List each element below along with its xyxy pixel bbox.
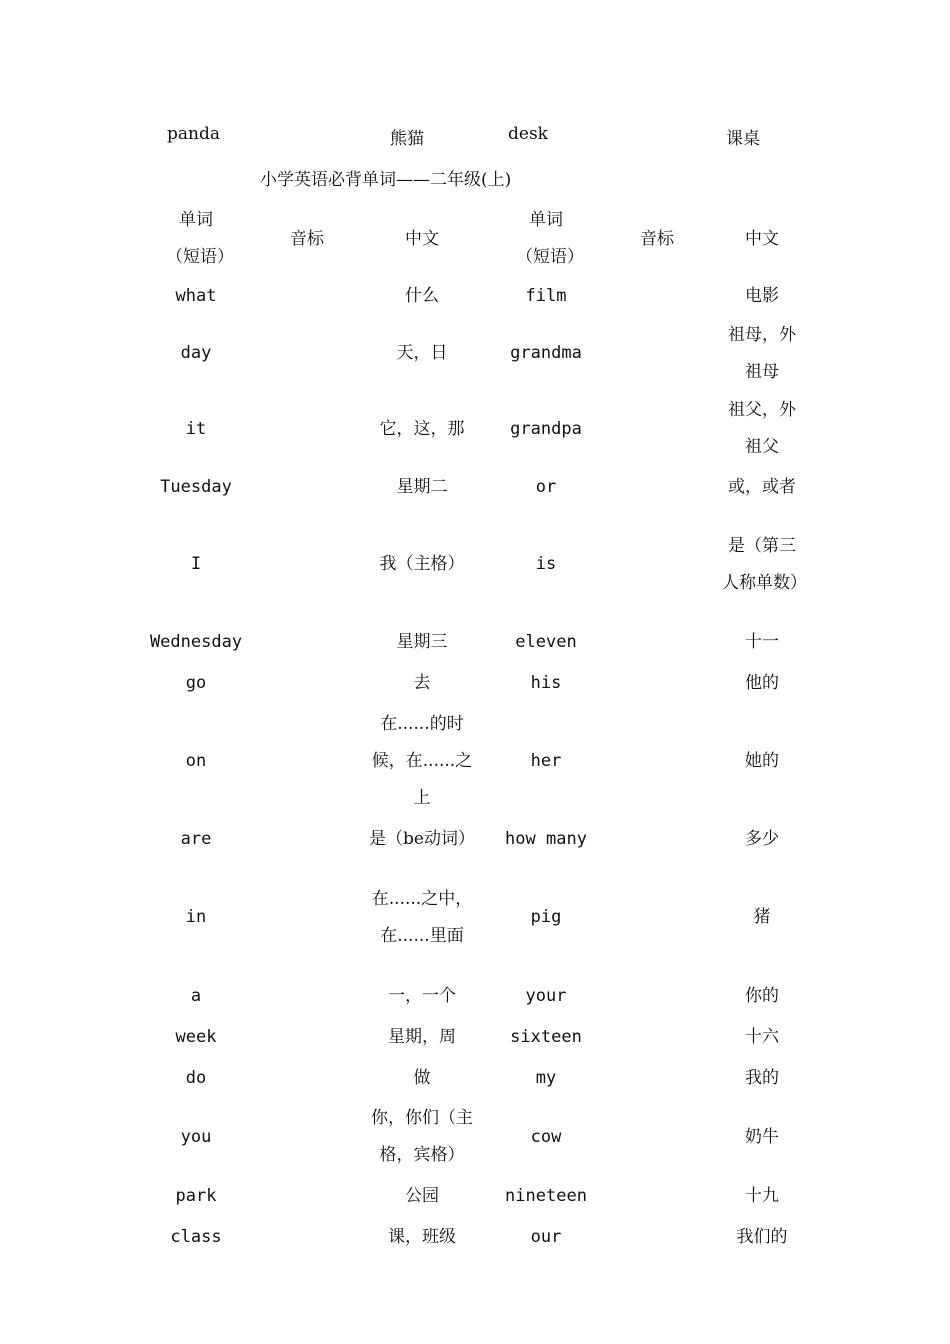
word-cell-text: on xyxy=(185,751,207,771)
chinese-cell-2-text: 祖母，外祖母 xyxy=(728,324,796,382)
chinese-cell xyxy=(362,622,482,662)
word-cell xyxy=(140,507,252,622)
table-header-row xyxy=(140,202,820,276)
chinese-cell-text: 星期，周 xyxy=(388,1026,456,1047)
chinese-cell-2-text: 祖父，外祖父 xyxy=(728,400,796,457)
header-chinese-2: 中文 xyxy=(745,228,779,249)
table-row xyxy=(140,1058,820,1098)
word-cell-2 xyxy=(482,819,610,859)
table-row xyxy=(140,819,820,859)
chinese-cell-2 xyxy=(704,859,820,976)
chinese-cell-2-text: 猪 xyxy=(753,907,771,927)
phonetic-cell xyxy=(252,976,362,1016)
phonetic-cell xyxy=(252,1098,362,1176)
phonetic-cell-2 xyxy=(610,859,704,976)
chinese-cell-2 xyxy=(704,1058,820,1098)
chinese-cell-2 xyxy=(704,704,820,819)
chinese-cell-2-text: 十九 xyxy=(745,1186,779,1206)
word-cell-2 xyxy=(482,1058,610,1098)
word-cell-2-text: grandpa xyxy=(510,418,582,439)
word-cell-2 xyxy=(482,1016,610,1058)
table-row xyxy=(140,704,820,819)
word-cell-2-text: my xyxy=(535,1067,557,1088)
word-cell xyxy=(140,1016,252,1058)
chinese-cell xyxy=(362,859,482,976)
word-cell-text: do xyxy=(185,1067,207,1088)
chinese-cell-2 xyxy=(704,1016,820,1058)
chinese-cell-2-text: 她的 xyxy=(745,751,779,771)
phonetic-cell xyxy=(252,622,362,662)
phonetic-cell xyxy=(252,276,362,316)
table-row xyxy=(140,662,820,704)
chinese-cell-2 xyxy=(704,316,820,391)
phonetic-cell xyxy=(252,704,362,819)
word-cell-text: week xyxy=(175,1026,217,1047)
word-cell-text: I xyxy=(190,554,202,574)
phonetic-cell xyxy=(252,1217,362,1257)
chinese-cell-2 xyxy=(704,1217,820,1257)
chinese-cell-text: 我（主格） xyxy=(379,554,465,574)
word-cell-2 xyxy=(482,507,610,622)
phonetic-cell xyxy=(252,1176,362,1217)
word-cell xyxy=(140,819,252,859)
word-cell-2 xyxy=(482,859,610,976)
chinese-cell-2 xyxy=(704,391,820,467)
phonetic-cell-2 xyxy=(610,1217,704,1257)
chinese-cell xyxy=(362,662,482,704)
chinese-cell-text: 是（be动词） xyxy=(369,828,475,849)
chinese-cell-2 xyxy=(704,1098,820,1176)
chinese-cell-2 xyxy=(704,1176,820,1217)
word-cell-text: day xyxy=(180,343,212,363)
chinese-cell xyxy=(362,507,482,622)
word-cell-2-text: grandma xyxy=(510,343,582,363)
word-cell-2-text: eleven xyxy=(515,631,577,652)
chinese-cell-text: 什么 xyxy=(405,285,439,306)
chinese-cell xyxy=(362,467,482,507)
word-cell-text: are xyxy=(180,828,212,849)
chinese-cell-text: 公园 xyxy=(405,1186,439,1206)
table-row xyxy=(140,467,820,507)
top-word-line xyxy=(0,124,950,152)
word-cell-2-text: her xyxy=(530,751,562,771)
header-chinese: 中文 xyxy=(405,228,439,249)
word-cell-text: what xyxy=(175,285,217,306)
page-title-text: 小学英语必背单词——二年级(上) xyxy=(260,170,512,190)
word-cell-2 xyxy=(482,276,610,316)
chinese-cell-2-text: 我的 xyxy=(745,1067,779,1088)
phonetic-cell-2 xyxy=(610,1098,704,1176)
chinese-cell-text: 天，日 xyxy=(396,343,448,363)
word-cell xyxy=(140,976,252,1016)
chinese-cell-2-text: 或，或者 xyxy=(728,476,796,497)
word-cell-text: a xyxy=(190,985,202,1006)
chinese-cell xyxy=(362,1058,482,1098)
header-word-2: 单词（短语） xyxy=(516,210,584,267)
chinese-cell-2 xyxy=(704,819,820,859)
phonetic-cell xyxy=(252,507,362,622)
chinese-cell-2 xyxy=(704,276,820,316)
vocab-table xyxy=(140,202,820,1257)
word-cell-2 xyxy=(482,662,610,704)
word-cell-2 xyxy=(482,1098,610,1176)
chinese-cell xyxy=(362,704,482,819)
word-cell xyxy=(140,704,252,819)
word-cell-2-text: your xyxy=(525,985,567,1006)
word-cell-2-text: how many xyxy=(505,828,587,849)
phonetic-cell xyxy=(252,391,362,467)
word-cell xyxy=(140,1058,252,1098)
word-cell-2-text: sixteen xyxy=(510,1026,582,1047)
chinese-cell-2-text: 奶牛 xyxy=(745,1126,779,1147)
chinese-cell-text: 你，你们（主格，宾格） xyxy=(371,1108,473,1165)
table-row xyxy=(140,1098,820,1176)
word-cell-2-text: film xyxy=(525,285,567,306)
word-cell-text: it xyxy=(185,418,207,439)
chinese-cell-2 xyxy=(704,662,820,704)
word-cell-2 xyxy=(482,391,610,467)
top-meaning-1: 熊猫 xyxy=(390,129,424,149)
word-cell xyxy=(140,859,252,976)
word-cell-2-text: our xyxy=(530,1226,562,1247)
chinese-cell-text: 在......的时候，在......之上 xyxy=(371,714,473,808)
chinese-cell-2-text: 他的 xyxy=(745,672,779,693)
chinese-cell-text: 做 xyxy=(413,1067,431,1088)
phonetic-cell xyxy=(252,1016,362,1058)
chinese-cell-text: 星期三 xyxy=(396,631,448,652)
chinese-cell-2-text: 电影 xyxy=(745,285,779,306)
word-cell-2-text: or xyxy=(535,476,557,497)
word-cell-2 xyxy=(482,1217,610,1257)
header-phonetic: 音标 xyxy=(290,228,324,249)
word-cell xyxy=(140,622,252,662)
chinese-cell xyxy=(362,819,482,859)
phonetic-cell-2 xyxy=(610,819,704,859)
word-cell-text: Wednesday xyxy=(149,631,243,652)
table-row xyxy=(140,859,820,976)
phonetic-cell xyxy=(252,859,362,976)
chinese-cell xyxy=(362,316,482,391)
chinese-cell xyxy=(362,1016,482,1058)
phonetic-cell-2 xyxy=(610,976,704,1016)
word-cell-2 xyxy=(482,976,610,1016)
table-row xyxy=(140,391,820,467)
phonetic-cell-2 xyxy=(610,662,704,704)
chinese-cell-2-text: 你的 xyxy=(745,985,779,1006)
phonetic-cell-2 xyxy=(610,704,704,819)
word-cell xyxy=(140,1098,252,1176)
word-cell-text: Tuesday xyxy=(160,476,232,497)
phonetic-cell-2 xyxy=(610,276,704,316)
word-cell-text: park xyxy=(175,1186,217,1206)
table-row xyxy=(140,976,820,1016)
phonetic-cell xyxy=(252,1058,362,1098)
chinese-cell xyxy=(362,1176,482,1217)
word-cell-text: you xyxy=(180,1126,212,1147)
table-row xyxy=(140,1217,820,1257)
chinese-cell-text: 在......之中，在......里面 xyxy=(371,888,473,946)
chinese-cell-2 xyxy=(704,467,820,507)
chinese-cell-text: 一，一个 xyxy=(388,985,456,1006)
chinese-cell-2 xyxy=(704,622,820,662)
word-cell-2 xyxy=(482,1176,610,1217)
chinese-cell-2-text: 是（第三人称单数） xyxy=(722,535,807,593)
word-cell-2 xyxy=(482,704,610,819)
phonetic-cell-2 xyxy=(610,316,704,391)
word-cell-text: class xyxy=(170,1226,222,1247)
chinese-cell xyxy=(362,276,482,316)
chinese-cell-2-text: 十一 xyxy=(745,631,779,652)
phonetic-cell-2 xyxy=(610,1058,704,1098)
phonetic-cell-2 xyxy=(610,391,704,467)
word-cell xyxy=(140,662,252,704)
phonetic-cell xyxy=(252,467,362,507)
table-row xyxy=(140,1016,820,1058)
word-cell-2-text: nineteen xyxy=(505,1186,587,1206)
chinese-cell-2-text: 多少 xyxy=(745,828,779,849)
phonetic-cell-2 xyxy=(610,1016,704,1058)
chinese-cell-2-text: 十六 xyxy=(745,1026,779,1047)
chinese-cell xyxy=(362,1098,482,1176)
word-cell-text: go xyxy=(185,672,207,693)
header-phonetic-2: 音标 xyxy=(640,228,674,249)
chinese-cell-text: 它，这，那 xyxy=(379,418,465,439)
word-cell-2 xyxy=(482,316,610,391)
word-cell xyxy=(140,391,252,467)
word-cell-2-text: pig xyxy=(530,907,562,927)
word-cell xyxy=(140,1217,252,1257)
phonetic-cell xyxy=(252,662,362,704)
chinese-cell xyxy=(362,1217,482,1257)
top-word-1: panda xyxy=(167,124,220,144)
word-cell xyxy=(140,1176,252,1217)
word-cell-2-text: is xyxy=(535,554,557,574)
word-cell-2 xyxy=(482,622,610,662)
table-row xyxy=(140,1176,820,1217)
top-meaning-2: 课桌 xyxy=(726,129,760,149)
phonetic-cell xyxy=(252,819,362,859)
word-cell xyxy=(140,316,252,391)
chinese-cell-2 xyxy=(704,976,820,1016)
word-cell xyxy=(140,467,252,507)
phonetic-cell-2 xyxy=(610,467,704,507)
table-row xyxy=(140,622,820,662)
chinese-cell xyxy=(362,976,482,1016)
chinese-cell-text: 星期二 xyxy=(396,476,448,497)
chinese-cell-text: 课，班级 xyxy=(388,1226,456,1247)
chinese-cell-text: 去 xyxy=(413,672,431,693)
top-word-2: desk xyxy=(508,124,548,144)
table-row xyxy=(140,507,820,622)
table-row xyxy=(140,276,820,316)
phonetic-cell-2 xyxy=(610,507,704,622)
word-cell-2 xyxy=(482,467,610,507)
chinese-cell-2-text: 我们的 xyxy=(736,1226,788,1247)
word-cell-2-text: cow xyxy=(530,1126,562,1147)
word-cell-text: in xyxy=(185,907,207,927)
phonetic-cell xyxy=(252,316,362,391)
phonetic-cell-2 xyxy=(610,622,704,662)
table-row xyxy=(140,316,820,391)
chinese-cell xyxy=(362,391,482,467)
chinese-cell-2 xyxy=(704,507,820,622)
header-word: 单词（短语） xyxy=(166,210,234,267)
phonetic-cell-2 xyxy=(610,1176,704,1217)
word-cell-2-text: his xyxy=(530,672,562,693)
word-cell xyxy=(140,276,252,316)
